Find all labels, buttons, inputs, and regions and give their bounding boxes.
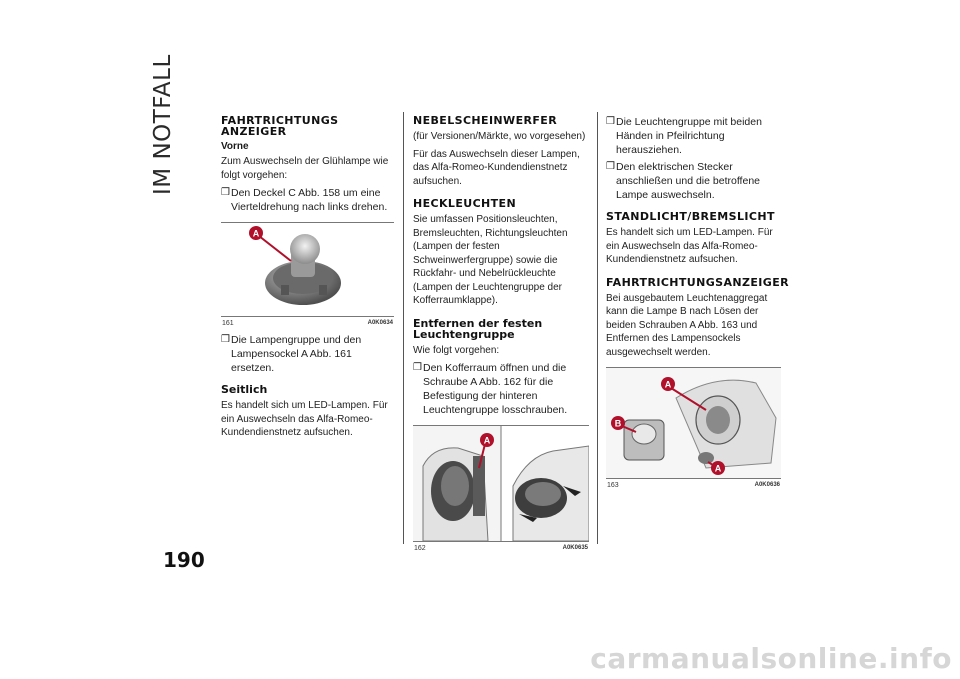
figure-code: A0K0634 [367,320,393,326]
figure-163 [606,367,781,489]
figure-number: 161 [222,320,234,327]
paragraph-seitlich: Es handelt sich um LED-Lampen. Für ein Auswechseln das Alfa-Romeo-Kundendienstnetz aufsuchen. [221,400,388,438]
checkbox-bullet-icon: ❒ [606,116,615,127]
heading-nebelscheinwerfer: NEBELSCHEINWERFER [413,114,558,127]
column-divider [597,112,598,544]
rear-light-illustration [413,426,589,541]
paragraph-nebel: Für das Auswechseln dieser Lampen, das Alfa-Romeo-Kundendienstnetz aufsuchen. [413,148,580,187]
bullet-text: Den Deckel C Abb. 158 um eine Vierteldrehung nach links drehen. [231,187,388,213]
indicator-bulb-illustration [606,368,781,478]
callout-b: B [614,418,622,429]
bullet-item [606,115,781,157]
page-number: 190 [163,548,205,572]
bullet-text: Die Leuchtengruppe mit beiden Händen in Pfeilrichtung herausziehen. [616,116,762,156]
heading-standlicht-bremslicht: STANDLICHT/BREMSLICHT [606,210,775,223]
column-3 [606,115,790,489]
bullet-item [221,333,394,375]
figure-code: A0K0636 [754,482,780,488]
column-1 [221,115,394,444]
checkbox-bullet-icon: ❒ [606,161,615,172]
paragraph-wie: Wie folgt vorgehen: [413,344,500,356]
bullet-item [221,186,394,214]
figure-number: 163 [607,482,619,489]
lamp-socket-illustration [221,223,394,316]
bullet-item [606,160,781,202]
paragraph-fahrtrichtungsanzeiger: Bei ausgebautem Leuchtenaggregat kann die Lampe B nach Lösen der beiden Schrauben A Abb. 163 und Entfernen des Lampensockels ausgewechselt werden. [606,292,768,358]
callout-a: A [664,379,672,390]
paragraph-heck: Sie umfassen Positionsleuchten, Bremsleuchten, Richtungsleuchten (Lampen der festen Schweinwerfergruppe) sowie die Rückfahr- und Nebelrückleuchte (Lampen der Leuchtengruppe der Kofferraumklappe). [413,214,568,306]
bullet-text: Den Kofferraum öffnen und die Schraube A Abb. 162 für die Befestigung der hinteren Leuchtengruppe losschrauben. [423,362,568,416]
bullet-text: Die Lampengruppe und den Lampensockel A Abb. 161 ersetzen. [231,334,362,374]
checkbox-bullet-icon: ❒ [413,362,422,373]
subheading-entfernen: Entfernen der festen Leuchtengruppe [413,316,543,341]
section-side-label: IM NOTFALL [150,54,176,195]
subheading-seitlich: Seitlich [221,383,268,396]
watermark: carmanualsonline.info [590,642,952,675]
column-divider [403,112,404,544]
figure-162 [413,425,589,552]
figure-161 [221,222,394,327]
checkbox-bullet-icon: ❒ [221,187,230,198]
paragraph-note: (für Versionen/Märkte, wo vorgesehen) [413,131,586,142]
figure-number: 162 [414,545,426,552]
bullet-item [413,361,589,417]
paragraph-vorne: Zum Auswechseln der Glühlampe wie folgt vorgehen: [221,156,389,181]
bullet-text: Den elektrischen Stecker anschließen und die betroffene Lampe auswechseln. [616,161,760,201]
paragraph-standlicht: Es handelt sich um LED-Lampen. Für ein Auswechseln das Alfa-Romeo-Kundendienstnetz aufsuchen. [606,227,773,265]
heading-fahrtrichtungs-anzeiger: FAHRTRICHTUNGS ANZEIGER [221,114,339,138]
callout-a: A [483,435,491,446]
heading-heckleuchten: HECKLEUCHTEN [413,197,517,210]
subheading-vorne: Vorne [221,141,249,152]
callout-a: A [252,228,260,239]
checkbox-bullet-icon: ❒ [221,334,230,345]
heading-fahrtrichtungsanzeiger: FAHRTRICHTUNGSANZEIGER [606,275,790,289]
callout-a: A [714,463,722,474]
column-2 [413,114,589,552]
figure-code: A0K0635 [562,545,588,551]
